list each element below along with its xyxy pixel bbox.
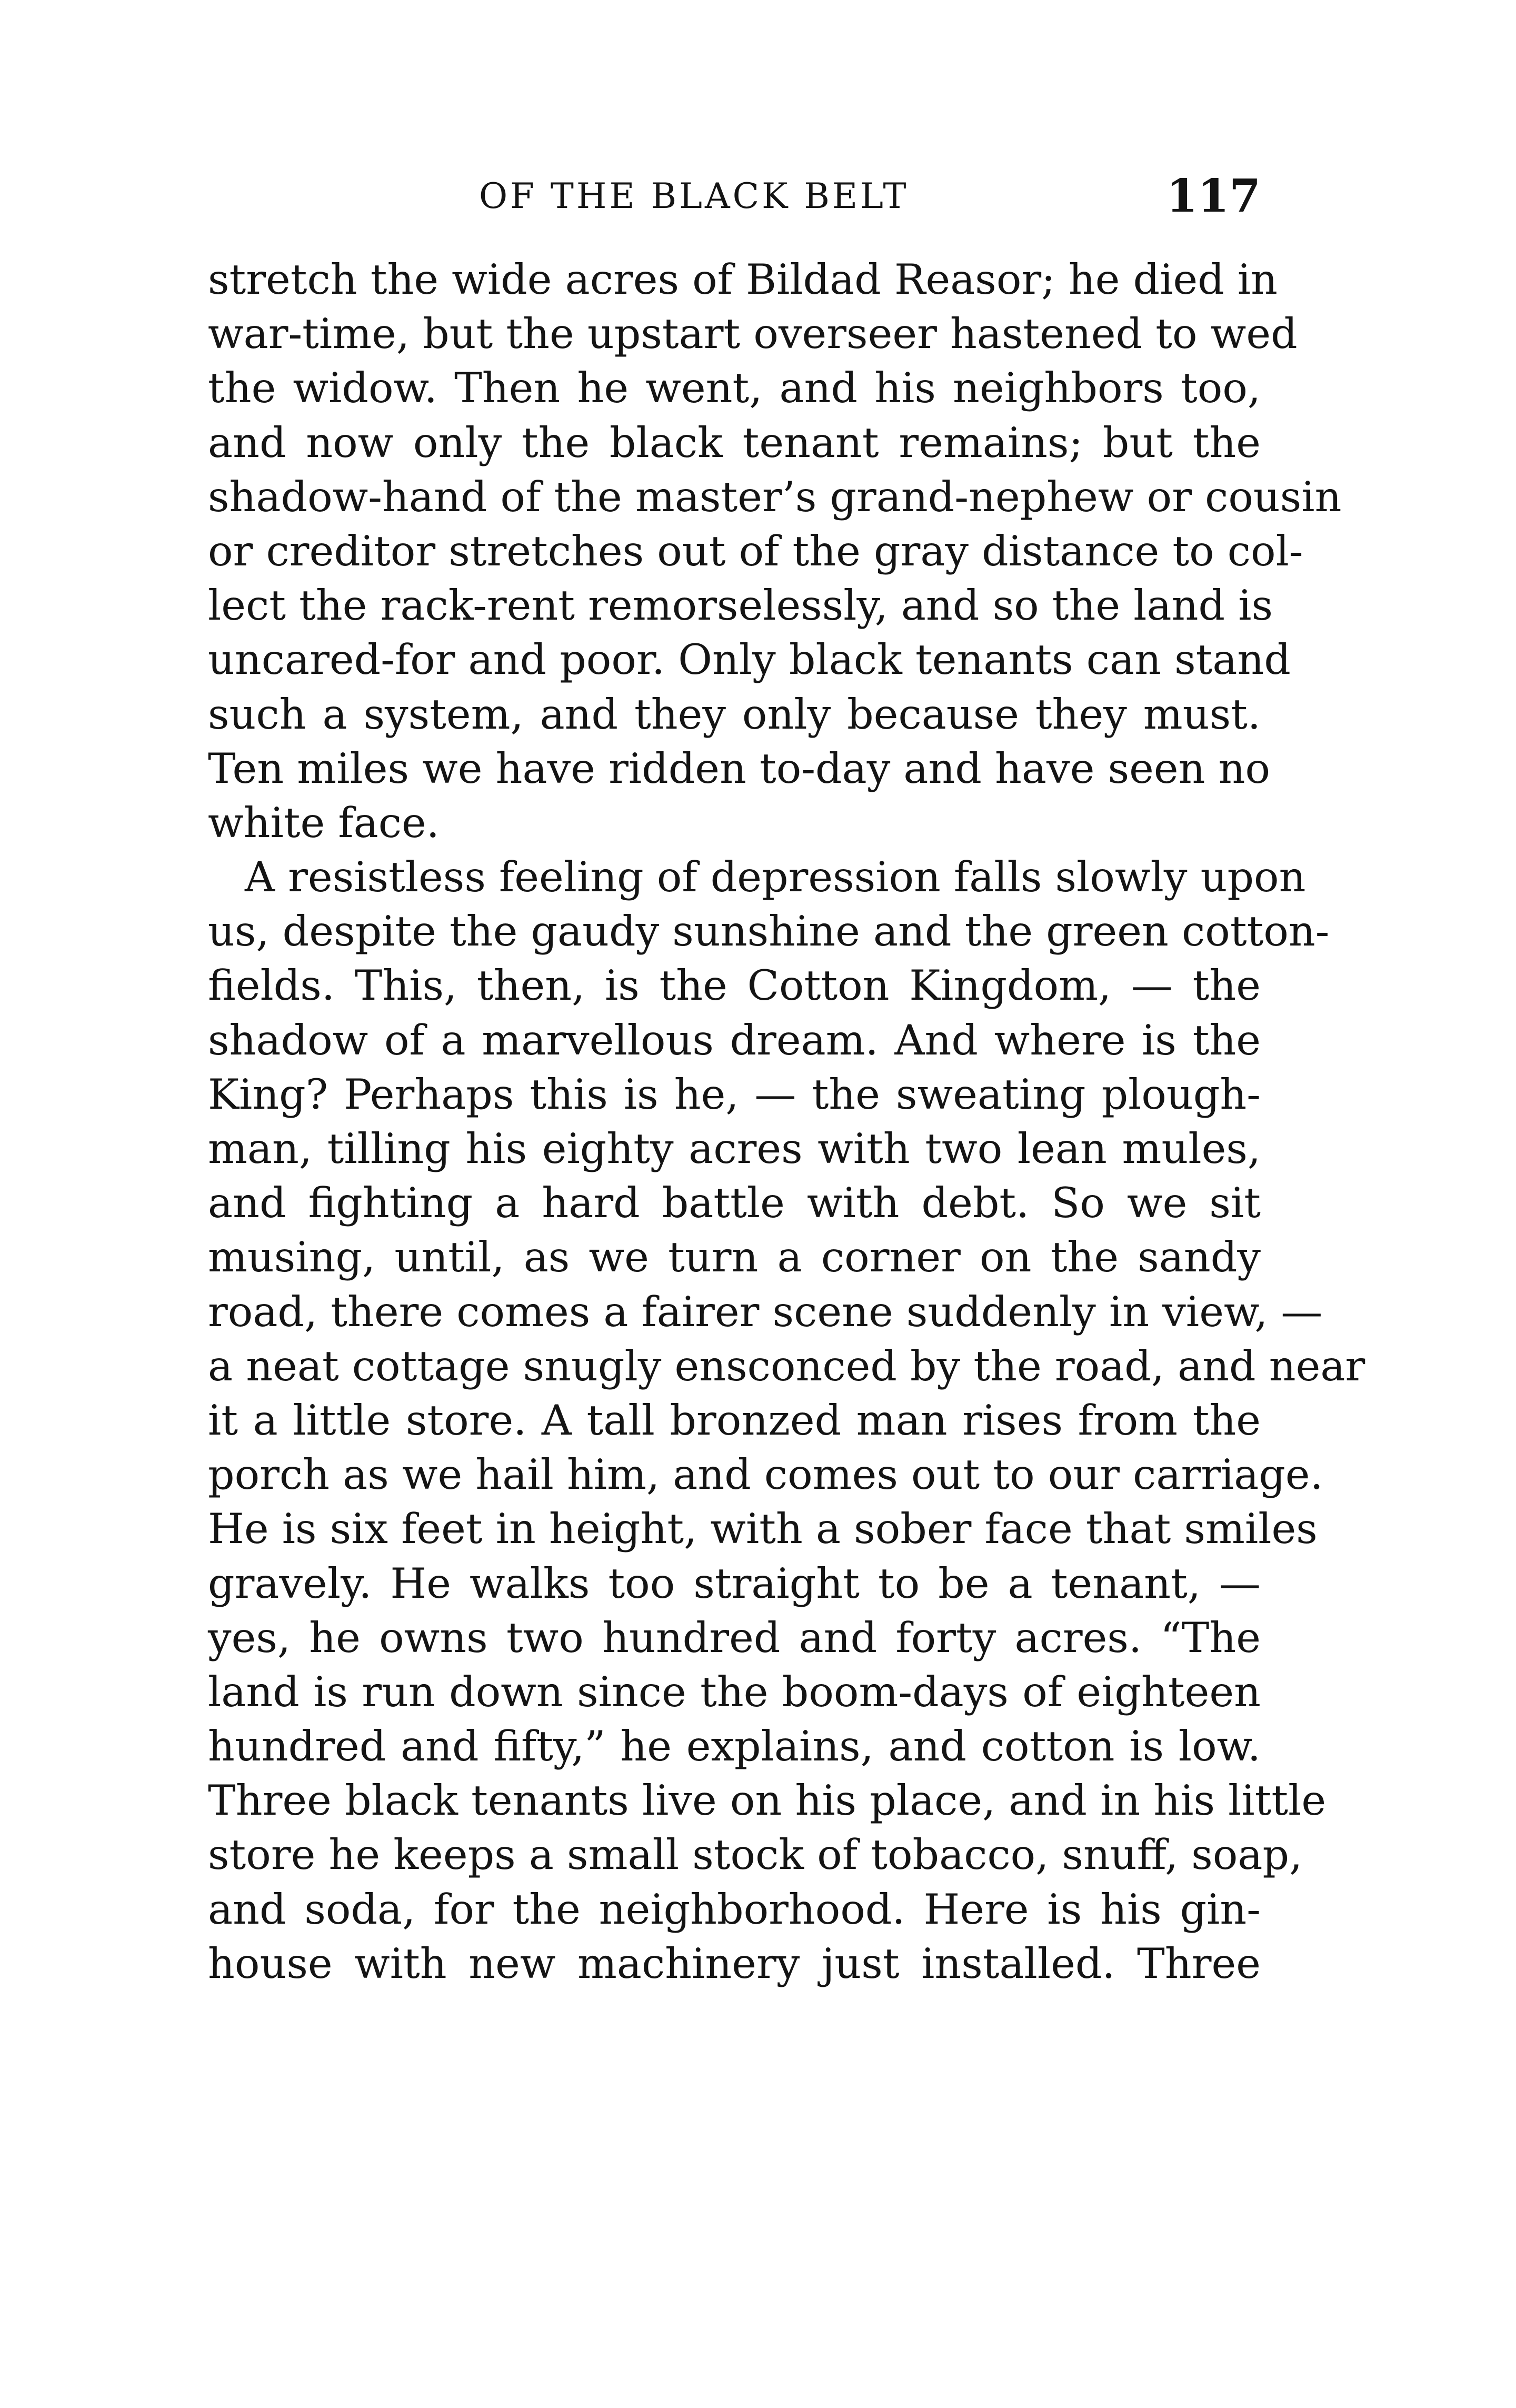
text-line: the widow. Then he went, and his neighbors too, [208, 364, 1261, 413]
running-header [208, 167, 1261, 225]
text-line: us, despite the gaudy sunshine and the green cotton- [208, 907, 1330, 956]
text-line: man, tilling his eighty acres with two lean mules, [208, 1125, 1261, 1173]
text-line: shadow-hand of the master’s grand-nephew or cousin [208, 472, 1342, 521]
running-title: OF THE BLACK BELT [479, 176, 909, 216]
text-line: land is run down since the boom-days of eighteen [208, 1667, 1261, 1716]
text-line: stretch the wide acres of Bildad Reasor; he died in [208, 255, 1278, 304]
text-line: King? Perhaps this is he, — the sweating plough- [208, 1070, 1261, 1119]
text-line: yes, he owns two hundred and forty acres. “The [208, 1613, 1261, 1662]
text-line: and soda, for the neighborhood. Here is his gin- [208, 1885, 1261, 1934]
text-line: hundred and fifty,” he explains, and cotton is low. [208, 1722, 1261, 1771]
body-text [208, 253, 1365, 1991]
text-line: gravely. He walks too straight to be a tenant, — [208, 1559, 1261, 1608]
paragraph-start-line: A resistless feeling of depression falls slowly upon [245, 853, 1306, 902]
text-line: road, there comes a fairer scene suddenly in view, — [208, 1287, 1323, 1336]
text-line: house with new machinery just installed. Three [208, 1939, 1261, 1988]
text-line: and fighting a hard battle with debt. So we sit [208, 1179, 1261, 1228]
text-line: musing, until, as we turn a corner on the sandy [208, 1233, 1261, 1282]
text-line: uncared-for and poor. Only black tenants can stand [208, 635, 1291, 684]
text-line: such a system, and they only because they must. [208, 690, 1261, 739]
text-line: shadow of a marvellous dream. And where is the [208, 1016, 1261, 1064]
text-line: Ten miles we have ridden to-day and have seen no [208, 744, 1271, 793]
text-line: fields. This, then, is the Cotton Kingdom, — the [208, 961, 1261, 1010]
text-line: porch as we hail him, and comes out to our carriage. [208, 1450, 1323, 1499]
text-line: it a little store. A tall bronzed man rises from the [208, 1396, 1261, 1445]
text-line: or creditor stretches out of the gray distance to col- [208, 526, 1303, 575]
text-line: store he keeps a small stock of tobacco, snuff, soap, [208, 1830, 1303, 1879]
text-line: a neat cottage snugly ensconced by the road, and near [208, 1341, 1365, 1390]
text-line: He is six feet in height, with a sober face that smiles [208, 1505, 1318, 1554]
text-line: lect the rack-rent remorselessly, and so the land is [208, 581, 1273, 630]
text-line: Three black tenants live on his place, and in his little [208, 1776, 1326, 1825]
text-line: war-time, but the upstart overseer hastened to wed [208, 310, 1298, 359]
paragraph-end-line: white face. [208, 798, 440, 847]
text-line: and now only the black tenant remains; but the [208, 418, 1261, 467]
page-number: 117 [1166, 170, 1261, 223]
